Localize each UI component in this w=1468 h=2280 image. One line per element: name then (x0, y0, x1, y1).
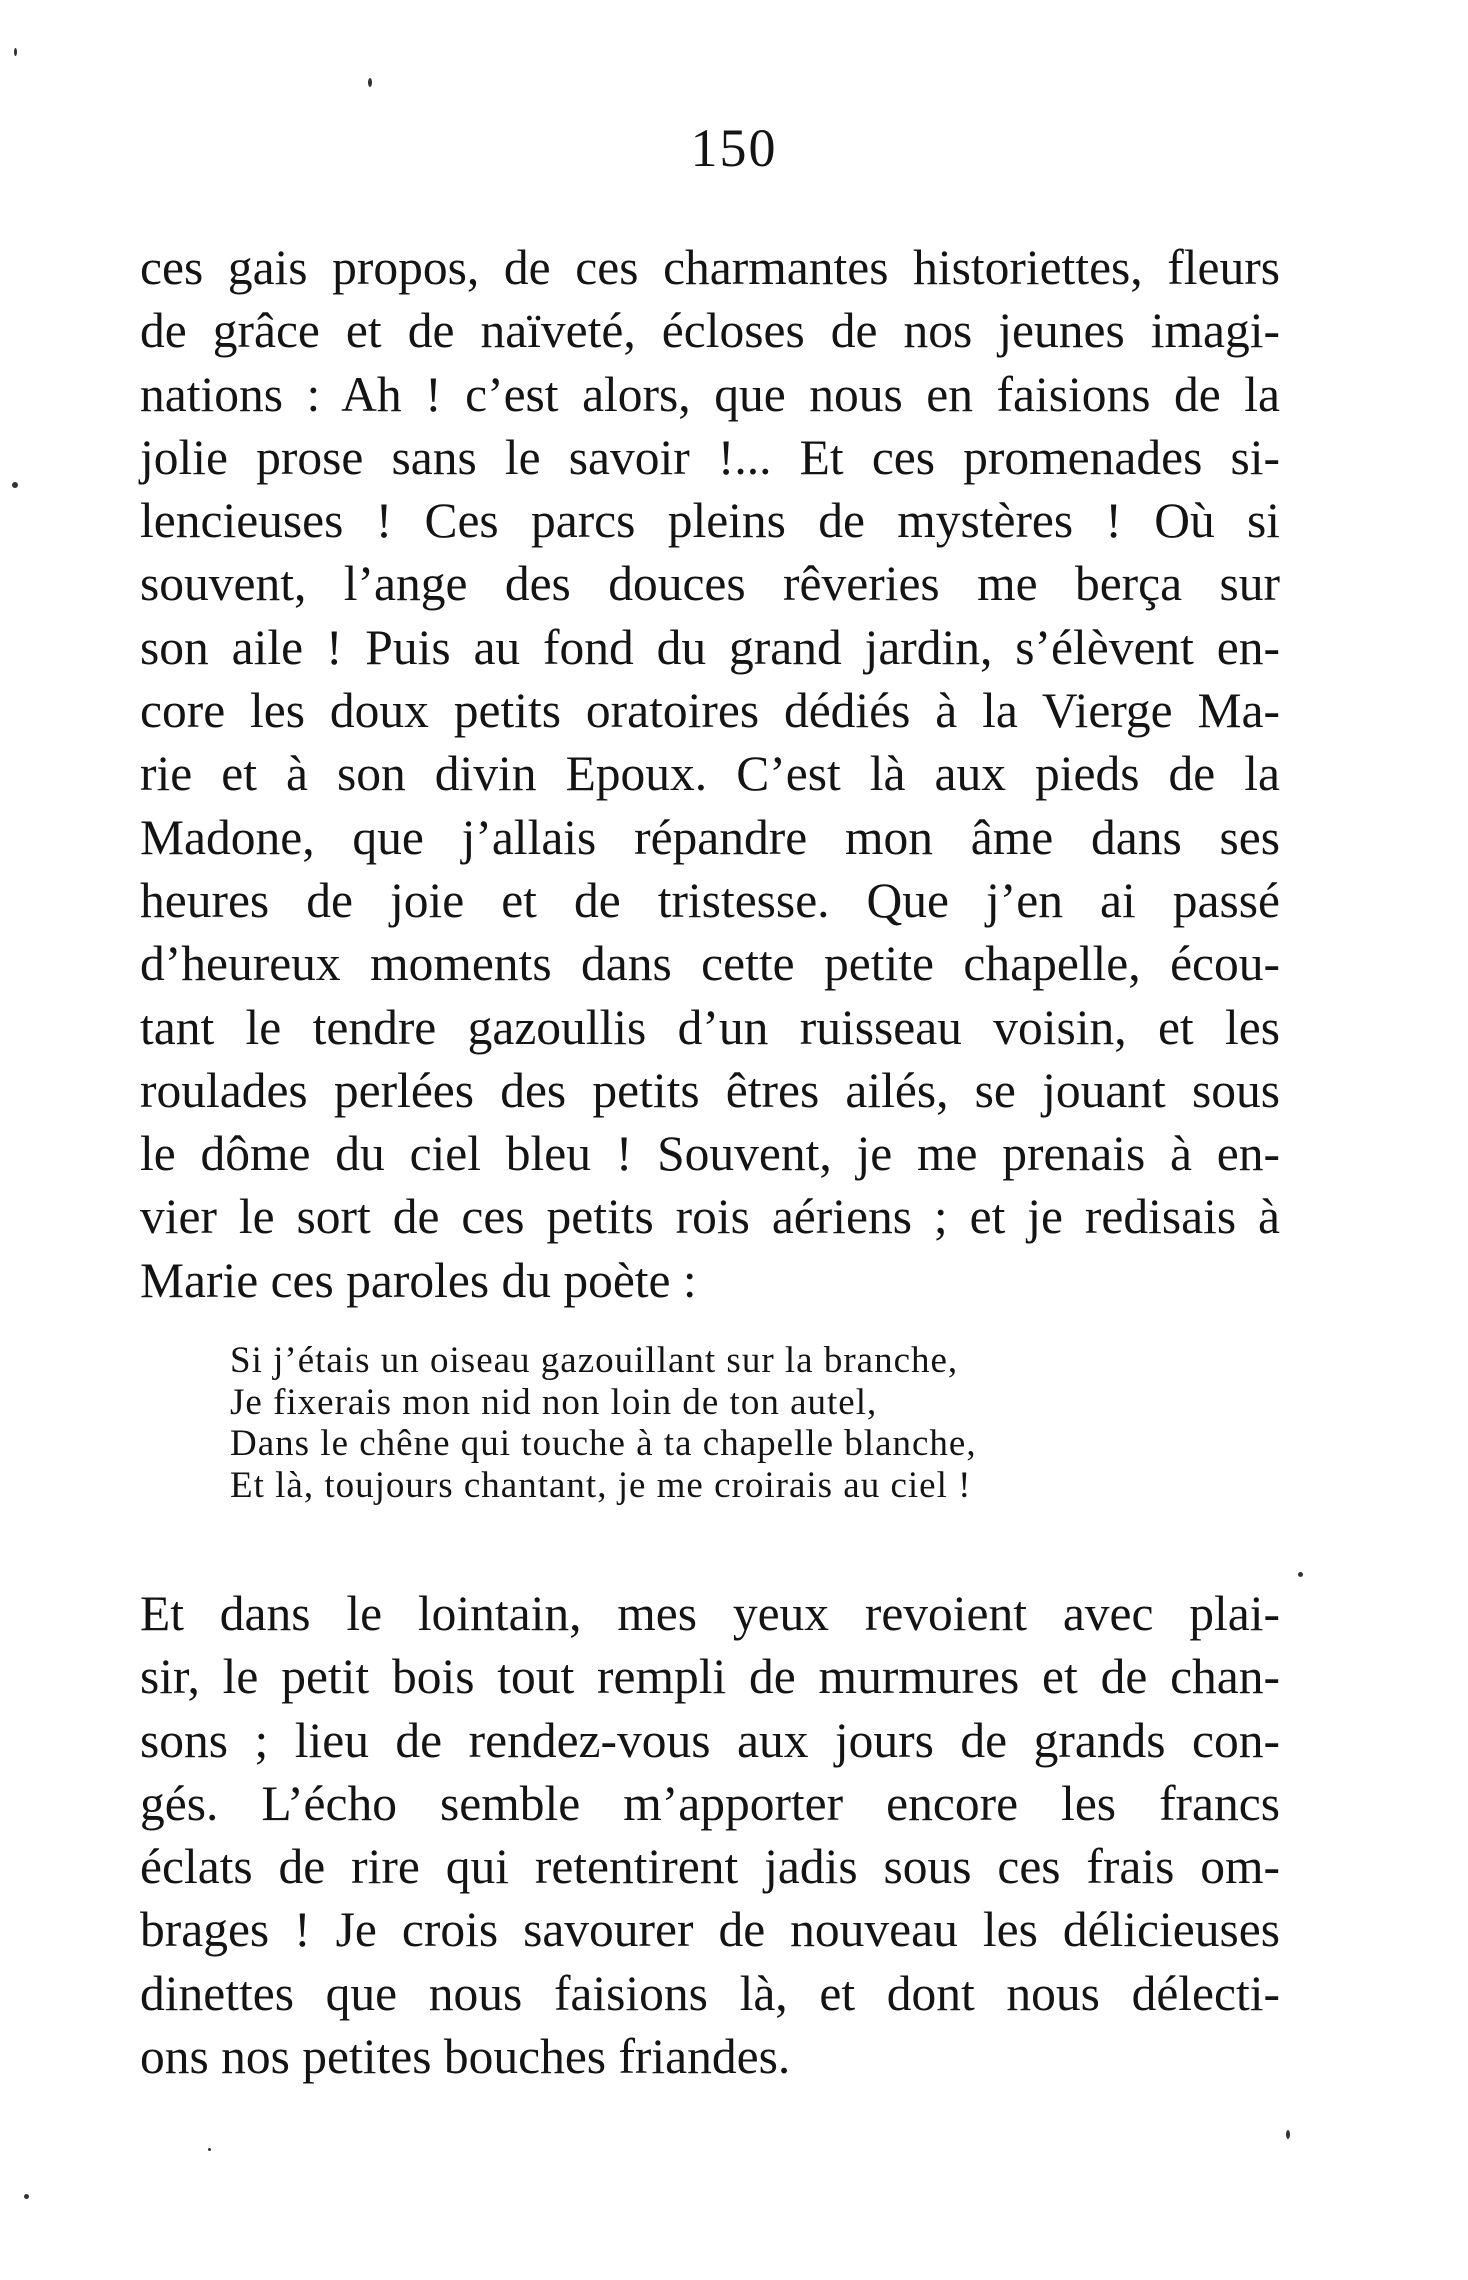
paragraph-1 (140, 236, 1280, 1312)
text-line: nations : Ah ! c’est alors, que nous en faisions de la (140, 366, 1280, 422)
text-line: éclats de rire qui retentirent jadis sous ces frais om- (140, 1839, 1280, 1895)
scan-speck (24, 2194, 29, 2199)
verse-line: Je fixerais mon nid non loin de ton autel, (230, 1381, 878, 1423)
text-line: roulades perlées des petits êtres ailés, se jouant sous (140, 1062, 1280, 1118)
text-line: Marie ces paroles du poète : (140, 1252, 697, 1308)
text-line: de grâce et de naïveté, écloses de nos jeunes imagi- (140, 303, 1280, 359)
scan-speck (12, 482, 18, 488)
verse-line: Et là, toujours chantant, je me croirais au ciel ! (230, 1464, 972, 1506)
text-line: gés. L’écho semble m’apporter encore les francs (140, 1775, 1280, 1831)
text-line: lencieuses ! Ces parcs pleins de mystères ! Où si (140, 493, 1280, 549)
text-line: sir, le petit bois tout rempli de murmures et de chan- (140, 1649, 1280, 1705)
text-line: souvent, l’ange des douces rêveries me berça sur (140, 556, 1280, 612)
text-line: sons ; lieu de rendez-vous aux jours de grands con- (140, 1712, 1280, 1768)
text-line: Et dans le lointain, mes yeux revoient avec plai- (140, 1586, 1280, 1641)
scan-speck (1298, 1572, 1303, 1577)
text-line: core les doux petits oratoires dédiés à la Vierge Ma- (140, 683, 1280, 739)
text-line: vier le sort de ces petits rois aériens ; et je redisais à (140, 1189, 1280, 1245)
verse-line: Dans le chêne qui touche à ta chapelle blanche, (230, 1423, 977, 1464)
text-line: heures de joie et de tristesse. Que j’en ai passé (140, 872, 1280, 928)
scan-speck (14, 48, 17, 56)
page-number: 150 (690, 118, 778, 178)
paragraph-2 (140, 1582, 1280, 2088)
text-line: ces gais propos, de ces charmantes historiettes, fleurs (140, 240, 1280, 295)
text-line: son aile ! Puis au fond du grand jardin, s’élèvent en- (140, 619, 1280, 675)
text-line: rie et à son divin Epoux. C’est là aux pieds de la (140, 746, 1280, 802)
text-line: brages ! Je crois savourer de nouveau les délicieuses (140, 1902, 1280, 1958)
text-line: jolie prose sans le savoir !... Et ces promenades si- (140, 429, 1280, 485)
text-line: d’heureux moments dans cette petite chapelle, écou- (140, 936, 1280, 992)
scan-speck (208, 2148, 211, 2151)
poem-verse (230, 1340, 1230, 1506)
scan-speck (368, 78, 372, 87)
text-line: le dôme du ciel bleu ! Souvent, je me prenais à en- (140, 1126, 1280, 1182)
scan-speck (1286, 2130, 1290, 2139)
verse-line: Si j’étais un oiseau gazouillant sur la branche, (230, 1340, 959, 1381)
text-line: ons nos petites bouches friandes. (140, 2029, 791, 2085)
text-line: tant le tendre gazoullis d’un ruisseau voisin, et les (140, 999, 1280, 1055)
text-line: Madone, que j’allais répandre mon âme dans ses (140, 809, 1280, 865)
text-line: dinettes que nous faisions là, et dont nous délecti- (140, 1965, 1280, 2021)
